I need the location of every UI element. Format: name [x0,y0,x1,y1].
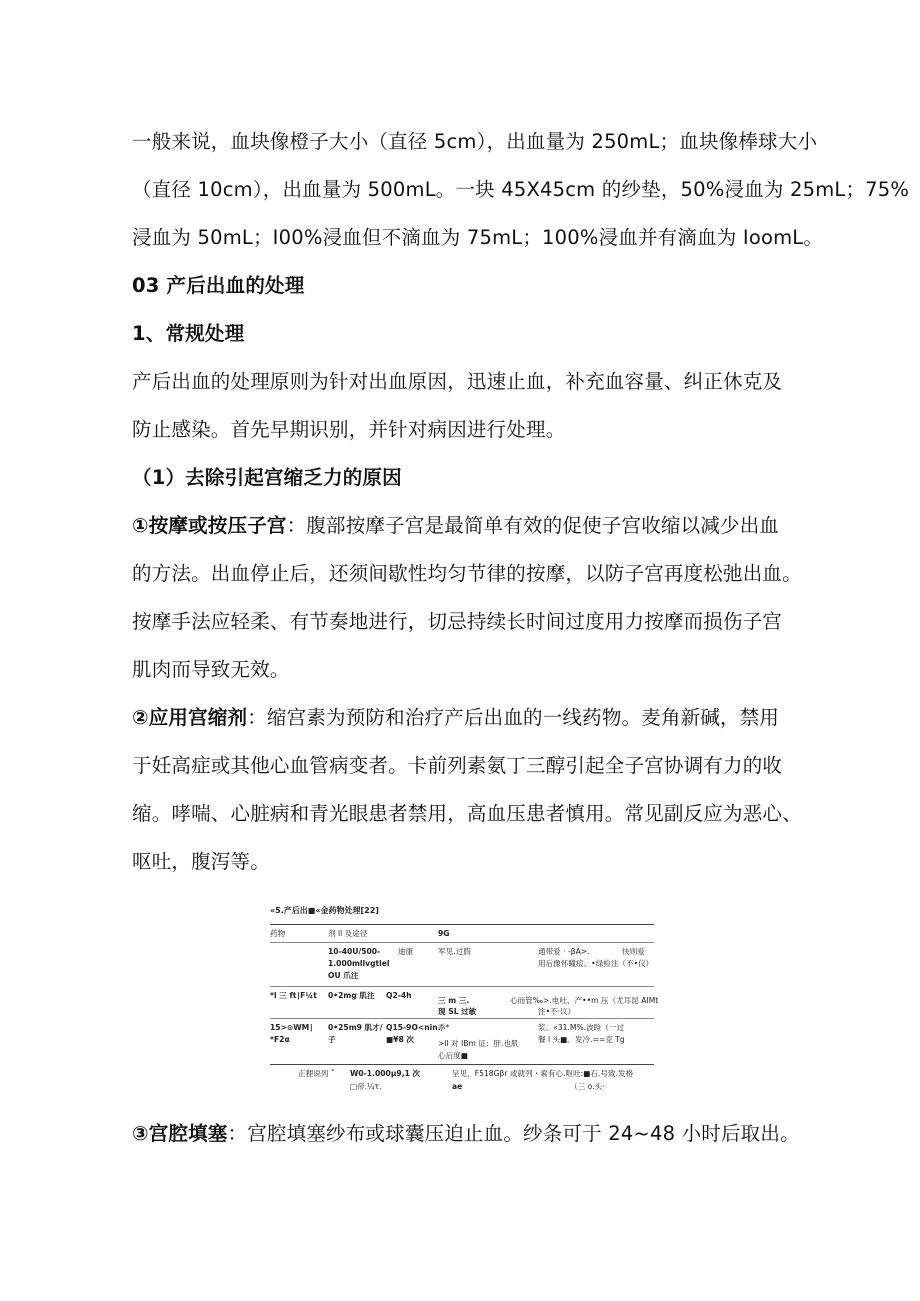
drug-table [270,905,659,1094]
table-cell: OU 爪注 [328,971,359,980]
table-cell: ■¥8 次 [386,1035,414,1044]
table-cell: □帝.¼τ. [350,1082,382,1091]
table-row [270,1022,654,1064]
table-cell: 三 m 三. [438,996,470,1005]
paragraph-text: ：腹部按摩子宫是最简单有效的促使子宫收缩以减少出血 [286,514,780,537]
paragraph-line: 按摩手法应轻柔、有节奏地进行，切忌持续长时间过度用力按摩而损伤子宫 [132,610,783,633]
table-cell: 10-40U/500- [328,947,381,956]
subsection-heading: （1）去除引起宫缩乏力的原因 [132,466,402,489]
paragraph-line: 一般来说，血块像橙子大小（直径 5cm），出血量为 250mL；血块像棒球大小 [132,130,818,153]
table-header-cell: 9G [438,929,450,938]
paragraph-text: ：宫腔填塞纱布或球囊压迫止血。纱条可于 24~48 小时后取出。 [227,1122,800,1145]
paragraph-line: 于妊高症或其他心血管病变者。卡前列素氨丁三醇引起全子宫协调有力的收 [132,754,783,777]
paragraph-line: 呕吐，腹泻等。 [132,850,270,873]
table-cell: Q2-4h [386,991,412,1000]
table-caption: «5.产后出■«金药物处理[22] [270,906,379,915]
table-row [270,946,654,986]
table-cell: 心后度■ [438,1051,468,1060]
paragraph-line: 产后出血的处理原则为针对出血原因，迅速止血，补充血容量、纠正休克及 [132,370,783,393]
table-cell: 迪康 [398,947,414,956]
table-cell: 浆、«31.M%.波睑（一过 [538,1023,625,1032]
paragraph-line [132,1120,812,1148]
paragraph-line: 缩。哮喘、心脏病和青光眼患者禁用，高血压患者慎用。常见副反应为恶心、 [132,802,802,825]
table-cell: 15>⊙WM∣ [270,1023,314,1032]
paragraph-lead: ①按摩或按压子宫 [132,514,287,537]
table-row [270,1068,654,1094]
table-cell: 0•2mg 肌注 [328,991,375,1000]
table-rule [270,942,654,943]
paragraph-line [132,512,812,540]
table-cell: 用后像怀瞳痘、•绿检注（不•仪） [538,959,654,968]
table-rule [270,1064,654,1065]
table-rule [270,1018,654,1019]
table-cell: 心而管‰>.电吐、产••m 压（尤耳昆 AIMt [510,996,659,1005]
table-cell: 正狸说列 ˚ [298,1069,335,1078]
paragraph-line: 的方法。出血停止后，还须间歇性均匀节律的按摩，以防子宫再度松弛出血。 [132,562,802,585]
table-cell: 现 SL 过敏 [438,1007,477,1016]
table-header-cell: 药物 [270,929,286,938]
table-cell: W0-1.000μ9,1 次 [350,1069,421,1078]
table-cell: 军见.过假 [438,947,471,956]
table-cell: >ll 对 IBm 证：肝.也肌 [438,1039,519,1048]
table-cell: 快则爱 [622,947,645,956]
paragraph-line: 防止感染。首先早期识别，并针对病因进行处理。 [132,418,566,441]
table-row [270,990,659,1018]
paragraph-lead: ③宫腔填塞 [132,1122,228,1145]
table-rule [270,986,654,987]
table-cell: 季* [438,1023,450,1032]
paragraph-line: （直径 10cm），出血量为 500mL。一块 45X45cm 的纱垫，50%浸血为 25mL；75% [132,178,910,201]
table-rule [270,924,654,925]
table-cell: Q15-9O<nin. [386,1023,441,1032]
subsection-heading: 1、常规处理 [132,322,245,345]
table-cell: 子 [328,1035,336,1044]
table-cell: 0•25m9 肌才/ [328,1023,383,1032]
table-cell: *l 三 ft∣F¼t [270,991,317,1000]
table-cell: ae [452,1082,463,1091]
table-cell: 呈见，F518Gβr 或就列・索有心.呕吐:■石.号致.发格 [452,1069,634,1078]
paragraph-line: 浸血为 50mL；I00%浸血但不滴血为 75mL；100%浸血并有滴血为 IoomL。 [132,226,824,249]
table-cell: （三 o.头· [570,1082,605,1091]
paragraph-text: ：缩宫素为预防和治疗产后出血的一线药物。麦角新碱，禁用 [247,706,780,729]
table-cell: 通带爱 · -βA>. [538,947,590,956]
paragraph-line [132,704,812,732]
table-cell: *F2α [270,1035,290,1044]
section-heading: 03 产后出血的处理 [132,274,305,297]
paragraph-lead: ②应用宫缩剂 [132,706,248,729]
table-header-row [270,928,654,942]
table-cell: 餐 l 头■。发冷.==克 Tg [538,1035,625,1044]
paragraph-line: 肌肉而导致无效。 [132,658,290,681]
table-header-cell: 剂 ll 及途径 [328,929,368,938]
table-cell: 1.000mllvgtlel [328,959,390,968]
table-cell: 注•不·议） [538,1007,576,1016]
